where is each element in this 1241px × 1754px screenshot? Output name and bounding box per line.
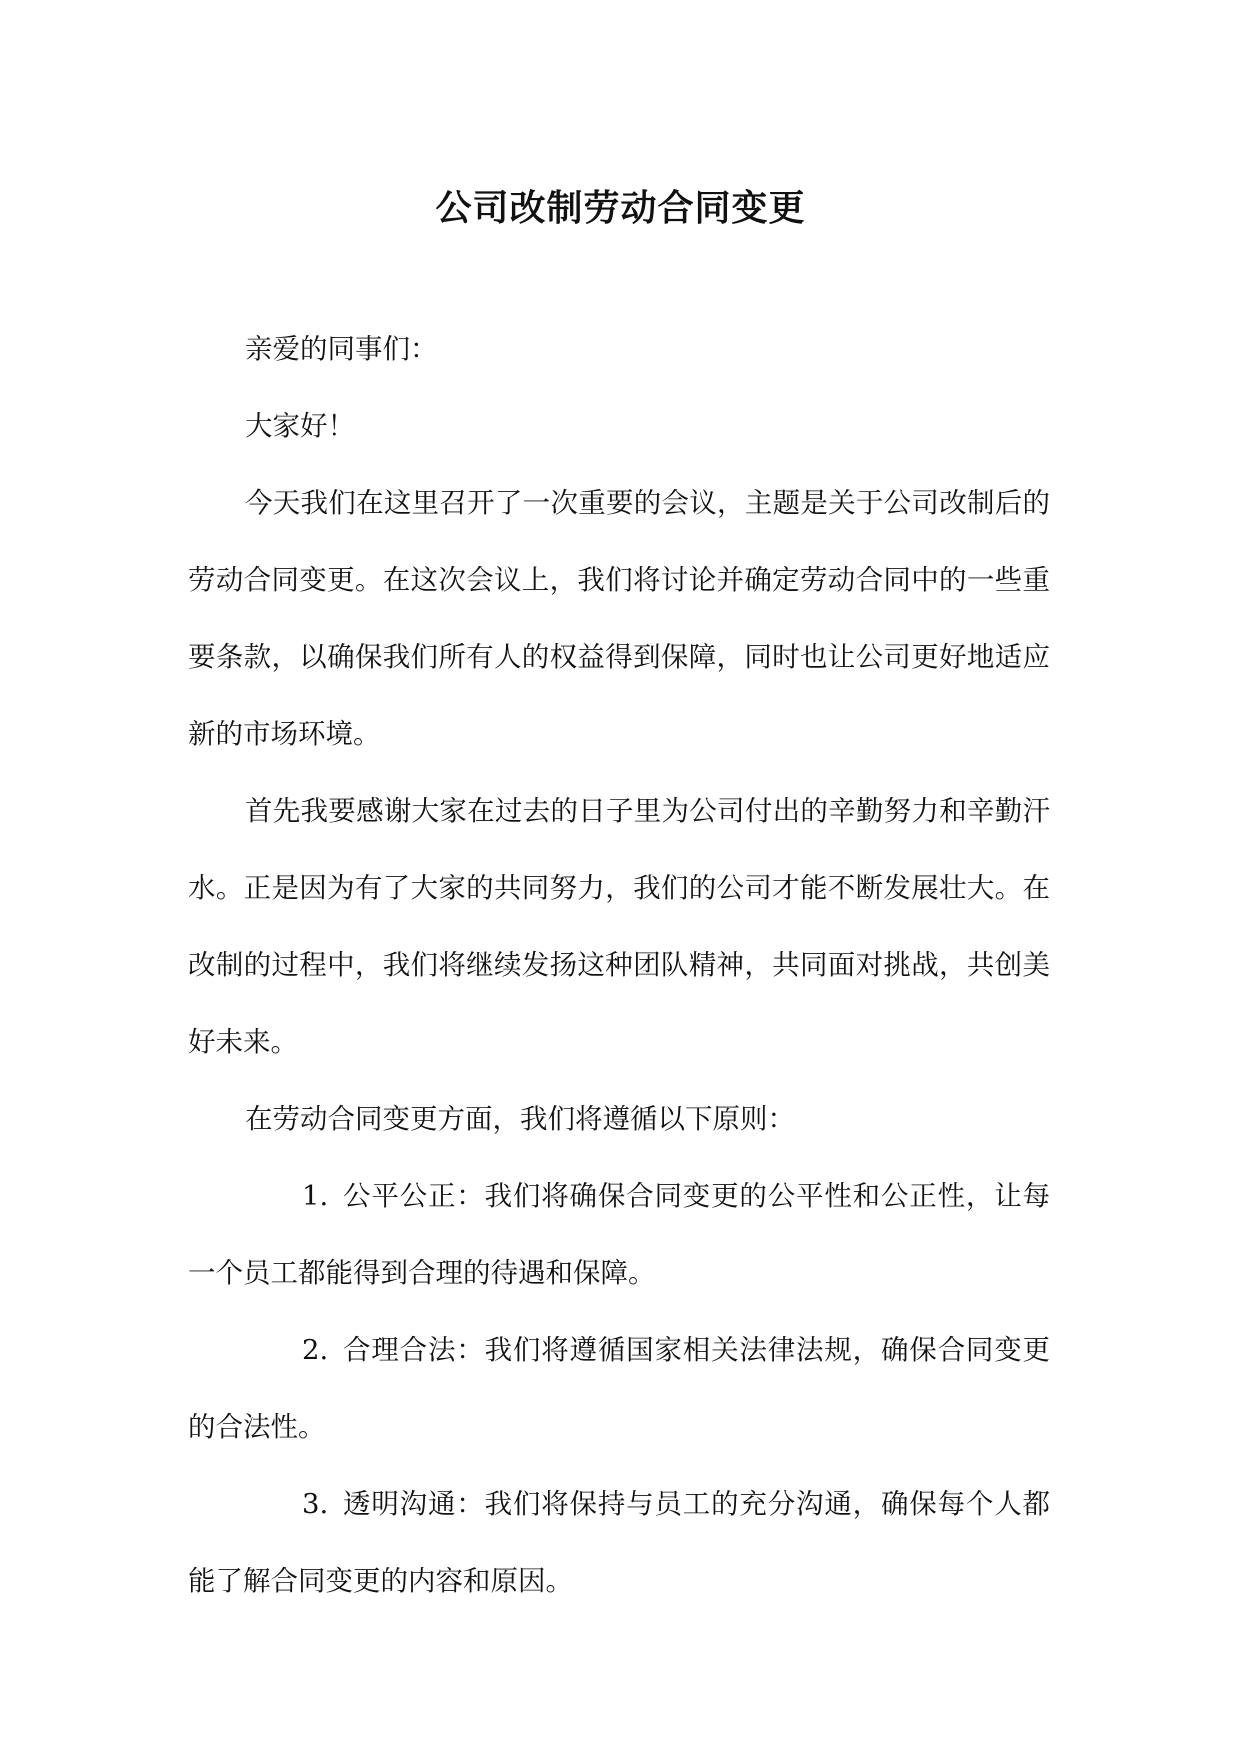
principle-item [188, 1158, 1050, 1312]
document-body [188, 311, 1050, 1620]
body-paragraph-meeting: 今天我们在这里召开了一次重要的会议，主题是关于公司改制后的劳动合同变更。在这次会议上，我们将讨论并确定劳动合同中的一些重要条款，以确保我们所有人的权益得到保障，同时也让公司更好地适应新的市场环境。 [188, 487, 1050, 750]
principle-item [188, 1466, 1050, 1620]
body-paragraph-principles-intro: 在劳动合同变更方面，我们将遵循以下原则： [245, 1103, 795, 1135]
body-paragraph-thanks: 首先我要感谢大家在过去的日子里为公司付出的辛勤努力和辛勤汗水。正是因为有了大家的共同努力，我们的公司才能不断发展壮大。在改制的过程中，我们将继续发扬这种团队精神，共同面对挑战，共创美好未来。 [188, 795, 1050, 1058]
principle-number: 2. [302, 1334, 329, 1366]
document-title: 公司改制劳动合同变更 [435, 187, 806, 229]
principle-text: 合理合法：我们将遵循国家相关法律法规，确保合同变更的合法性。 [188, 1334, 1050, 1443]
principle-item [188, 1312, 1050, 1466]
principle-text: 公平公正：我们将确保合同变更的公平性和公正性，让每一个员工都能得到合理的待遇和保障。 [188, 1180, 1050, 1289]
salutation: 亲爱的同事们： [245, 333, 438, 365]
principle-number: 3. [302, 1488, 329, 1520]
principle-number: 1. [302, 1180, 329, 1212]
greeting: 大家好！ [245, 410, 355, 442]
principle-text: 透明沟通：我们将保持与员工的充分沟通，确保每个人都能了解合同变更的内容和原因。 [188, 1488, 1050, 1597]
